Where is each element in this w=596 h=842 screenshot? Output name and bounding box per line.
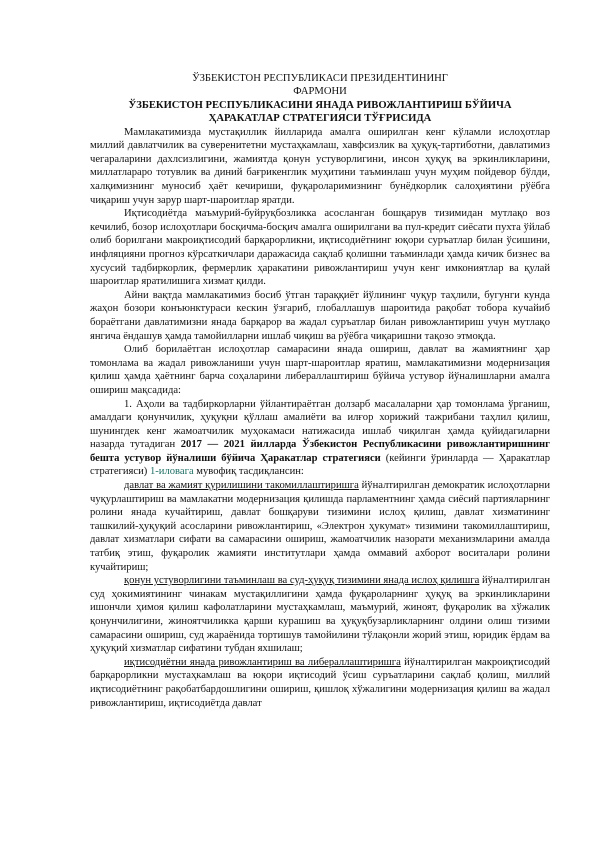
paragraph-5-mid: (кейинги ўринларда — Ҳаракатлар стратегияси) xyxy=(90,452,550,478)
priority-2-heading: қонун устуворлигини таъминлаш ва суд-ҳуқуқ тизимини янада ислоҳ қилишга xyxy=(124,575,480,587)
paragraph-5-text: 1. Аҳоли ва тадбиркорларни ўйлантираётган долзарб масалаларни ҳар томонлама ўрганиш, амалдаги қонунчилик, ҳуқуқни қўллаш амалиёти ва илғор хорижий тажрибани таҳлил қилиш, шунингдек кенг жамоатчилик муҳокамаси натижасида ишлаб чиқилган ҳамда қуйидагиларни назарда тутадиган xyxy=(90,398,550,451)
paragraph-6 xyxy=(90,479,550,574)
paragraph-5-end: мувофиқ тасдиқлансин: xyxy=(193,466,304,478)
paragraph-1: Мамлакатимизда мустақиллик йилларида амалга оширилган кенг кўламли ислоҳотлар миллий давлатчилик ва суверенитетни мустаҳкамлаш, хавфсизлик ва ҳуқуқ-тартиботни, давлатимиз чегараларини дахлсизлигини, жамиятда қонун устуворлигини, инсон ҳуқуқ ва эркинликларини, миллатлараро тотувлик ва диний бағрикенглик муҳитини таъминлаш учун муҳим пойдевор бўлди, халқимизнинг муносиб ҳаёт кечириши, фуқароларимизнинг бунёдкорлик салоҳиятини рўёбга чиқариш учун зарур шарт-шароитлар яратди. xyxy=(90,126,550,206)
paragraph-4: Олиб борилаётган ислоҳотлар самарасини янада ошириш, давлат ва жамиятнинг ҳар томонлама ва жадал ривожланиши учун шарт-шароитлар яратиш, мамлакатимизни модернизация қилиш ҳамда ҳаётнинг барча соҳаларини либераллаштириш бўйича устувор йўналишларни амалга ошириш мақсадида: xyxy=(90,344,550,396)
document-title-line-2: ҲАРАКАТЛАР СТРАТЕГИЯСИ ТЎҒРИСИДА xyxy=(208,113,432,125)
priority-1-text: йўналтирилган демократик ислоҳотларни чуқурлаштириш ва мамлакатни модернизация қилишда парламентнинг ҳамда сиёсий партияларнинг ролини янада кучайтириш, давлат бошқаруви тизимини ислоҳ қилиш, давлат хизматининг ташкилий-ҳуқуқий асосларини ривожлантириш, «Электрон ҳукумат» тизимини такомиллаштириш, давлат хизматлари сифати ва самарасини ошириш, жамоатчилик назорати механизмларини амалда татбиқ этиш, фуқаролик жамияти институтлари ҳамда оммавий ахборот воситалари ролини кучайтириш; xyxy=(90,480,550,573)
priority-3-text: йўналтирилган макроиқтисодий барқарорликни мустаҳкамлаш ва юқори иқтисодий ўсиш суръатларини сақлаб қолиш, миллий иқтисодиётнинг рақобатбардошлигини ошириш, қишлоқ хўжалигини модернизация қилиш ва жадал ривожлантириш, иқтисодиётда давлат xyxy=(90,656,550,709)
header-line-1: ЎЗБЕКИСТОН РЕСПУБЛИКАСИ ПРЕЗИДЕНТИНИНГ xyxy=(192,73,448,84)
document-title-line-1: ЎЗБЕКИСТОН РЕСПУБЛИКАСИНИ ЯНАДА РИВОЖЛАНТИРИШ БЎЙИЧА xyxy=(128,99,512,111)
priority-2-text: йўналтирилган суд ҳокимиятининг чинакам мустақиллигини ҳамда фуқароларнинг ҳуқуқ ва эркинликларини ишончли ҳимоя қилиш кафолатларини мустаҳкамлаш, маъмурий, жиноят, фуқаролик ва хўжалик қонунчилигини, жиноятчиликка қарши курашиш ва ҳуқуқбузарликларнинг олдини олиш тизими самарасини ошириш, суд жараёнида тортишув тамойилини тўлақонли жорий этиш, юридик ёрдам ва ҳуқуқий хизматлар сифатини тубдан яхшилаш; xyxy=(90,575,550,655)
paragraph-7 xyxy=(90,574,550,656)
paragraph-5 xyxy=(90,398,550,480)
header-line-2: ФАРМОНИ xyxy=(293,86,347,98)
paragraph-2: Иқтисодиётда маъмурий-буйруқбозликка асосланган бошқарув тизимидан мутлақо воз кечилиб, бозор ислоҳотлари босқичма-босқич амалга оширилгани ва пул-кредит сиёсати пухта ўйлаб олиб борилгани макроиқтисодий барқарорликни, иқтисодиётнинг юқори суръатлар билан ўсишини, инфляцияни прогноз кўрсаткичлари даражасида сақлаб қолишни таъминлади ҳамда кичик бизнес ва хусусий тадбиркорлик, фермерлик ҳаракатини ривожлантириш учун кенг имкониятлар ва қулай шароитлар яратилишига хизмат қилди. xyxy=(90,208,550,288)
paragraph-3: Айни вақтда мамлакатимиз босиб ўтган тараққиёт йўлининг чуқур таҳлили, бугунги кунда жаҳон бозори конъюнктураси кескин ўзгариб, глобаллашув шароитида рақобат тобора кучайиб бораётгани давлатимизни янада барқарор ва жадал суръатлар билан ривожлантириш учун мутлақо янгича ёндашув ҳамда тамойилларни ишлаб чиқиш ва рўёбга чиқаришни тақозо этмоқда. xyxy=(90,289,550,342)
document-page xyxy=(90,72,550,710)
strategy-title-bold: 2017 — 2021 йилларда Ўзбекистон Республикасини ривожлантиришнинг бешта устувор йўналиши бўйича Ҳаракатлар стратегияси xyxy=(90,439,550,464)
paragraph-8 xyxy=(90,656,550,710)
priority-1-heading: давлат ва жамият қурилишини такомиллаштиришга xyxy=(124,480,359,492)
appendix-1-link[interactable]: 1-иловага xyxy=(149,466,194,478)
priority-3-heading: иқтисодиётни янада ривожлантириш ва либераллаштиришга xyxy=(124,656,401,668)
